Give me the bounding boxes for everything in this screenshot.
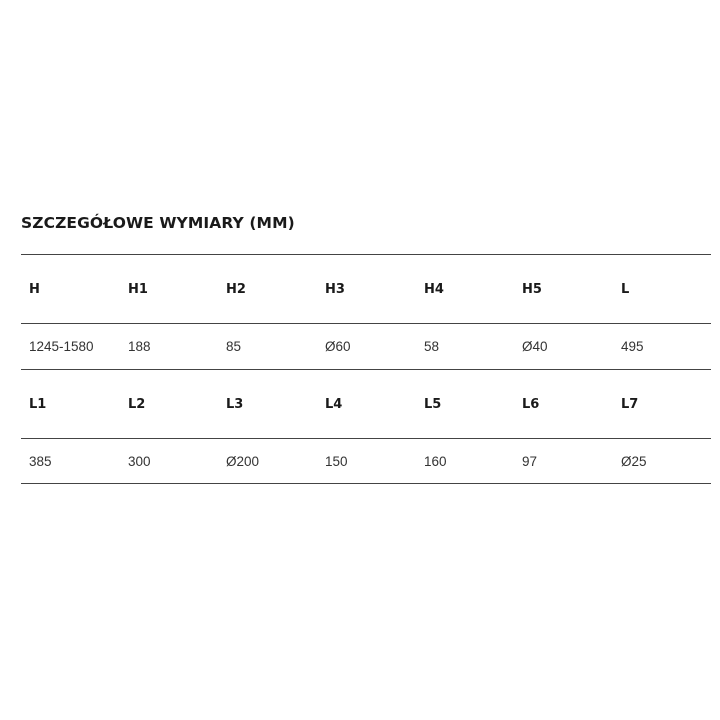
value-row-2: [21, 439, 711, 484]
value-cell-h: 1245-1580: [29, 339, 94, 354]
value-cell-l3: Ø200: [226, 453, 260, 469]
value-cell-h1: 188: [128, 339, 151, 354]
header-cell-h5: H5: [522, 281, 542, 297]
header-cell-l5: L5: [424, 396, 442, 412]
header-row-2: [21, 370, 711, 439]
value-cell-l6: 97: [522, 453, 538, 469]
header-cell-h1: H1: [128, 281, 148, 297]
header-cell-h: H: [29, 281, 40, 297]
value-cell-h3: Ø60: [325, 339, 351, 354]
header-cell-l4: L4: [325, 396, 343, 412]
value-cell-l1: 385: [29, 453, 52, 469]
value-cell-l4: 150: [325, 453, 348, 469]
header-cell-l: L: [621, 281, 630, 297]
value-cell-l2: 300: [128, 453, 151, 469]
header-row-1: [21, 255, 711, 324]
value-row-1: [21, 324, 711, 370]
header-cell-h4: H4: [424, 281, 444, 297]
value-cell-l: 495: [621, 339, 644, 354]
header-cell-l6: L6: [522, 396, 540, 412]
header-cell-l7: L7: [621, 396, 639, 412]
value-cell-h4: 58: [424, 339, 440, 354]
header-cell-l3: L3: [226, 396, 244, 412]
header-cell-h2: H2: [226, 281, 246, 297]
dimensions-table: [21, 254, 711, 484]
value-cell-l5: 160: [424, 453, 447, 469]
header-cell-h3: H3: [325, 281, 345, 297]
value-cell-l7: Ø25: [621, 453, 647, 469]
header-cell-l2: L2: [128, 396, 146, 412]
value-cell-h2: 85: [226, 339, 242, 354]
section-title: SZCZEGÓŁOWE WYMIARY (MM): [21, 214, 295, 232]
header-cell-l1: L1: [29, 396, 47, 412]
value-cell-h5: Ø40: [522, 339, 548, 354]
